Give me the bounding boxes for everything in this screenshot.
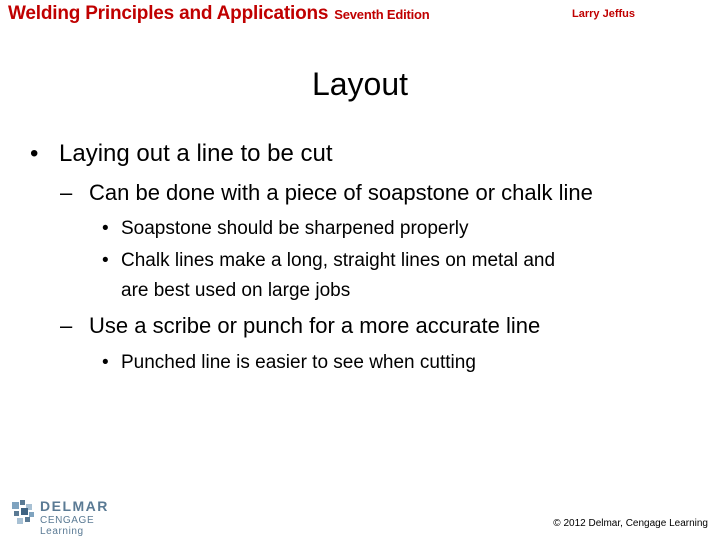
book-title-text: Welding Principles and Applications: [8, 3, 329, 24]
book-title: [8, 3, 430, 25]
sub-sub-bullet-text: Soapstone should be sharpened properly: [121, 218, 469, 239]
bullet-marker: •: [30, 140, 39, 167]
sub-sub-bullet-text: Chalk lines make a long, straight lines on metal and: [121, 250, 556, 271]
dash-marker: –: [60, 180, 73, 205]
sub-sub-bullet-text-continued: are best used on large jobs: [121, 280, 351, 301]
slide-title: Layout: [311, 66, 409, 102]
bullet-text: Laying out a line to be cut: [59, 140, 333, 167]
logo-sub-text: CENGAGE Learning: [40, 515, 95, 537]
dash-marker: –: [60, 313, 73, 338]
bullet-marker: •: [102, 218, 109, 239]
bullet-marker: •: [102, 352, 109, 373]
slide-header: [0, 0, 720, 30]
delmar-cengage-logo: [10, 496, 140, 537]
copyright-notice: © 2012 Delmar, Cengage Learning: [553, 518, 708, 529]
edition-text: Seventh Edition: [334, 7, 430, 22]
sub-sub-bullet-text: Punched line is easier to see when cutting: [121, 352, 476, 373]
bullet-marker: •: [102, 250, 109, 271]
delmar-logo-icon: [10, 498, 38, 526]
logo-brand-text: DELMAR: [40, 498, 109, 514]
sub-bullet-text: Use a scribe or punch for a more accurate line: [89, 313, 541, 338]
author-name: Larry Jeffus: [572, 8, 635, 20]
sub-bullet-text: Can be done with a piece of soapstone or chalk line: [89, 180, 593, 205]
